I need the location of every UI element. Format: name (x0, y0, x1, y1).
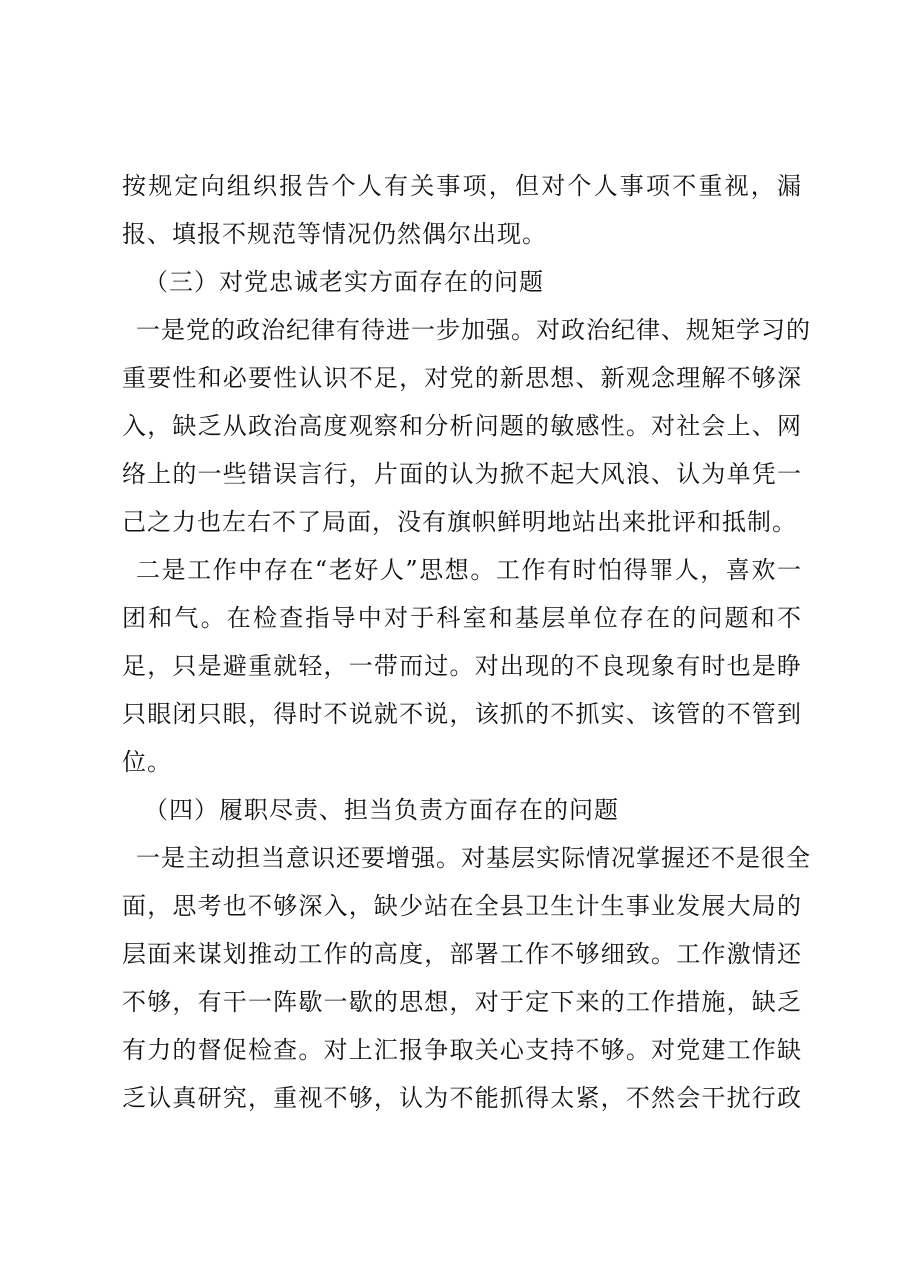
text-line: 团和气。在检查指导中对于科室和基层单位存在的问题和不 (122, 604, 802, 632)
text-line: 入，缺乏从政治高度观察和分析问题的敏感性。对社会上、网 (122, 412, 802, 440)
text-line: 按规定向组织报告个人有关事项，但对个人事项不重视，漏 (122, 172, 802, 200)
text-line: 己之力也左右不了局面，没有旗帜鲜明地站出来批评和抵制。 (122, 508, 797, 536)
text-line: 面，思考也不够深入，缺少站在全县卫生计生事业发展大局的 (122, 892, 802, 920)
text-line: 不够，有干一阵歇一歇的思想，对于定下来的工作措施，缺乏 (122, 988, 802, 1016)
text-line: 一是党的政治纪律有待进一步加强。对政治纪律、规矩学习的 (136, 316, 811, 344)
body-text (122, 162, 811, 1122)
text-line: 层面来谋划推动工作的高度，部署工作不够细致。工作激情还 (122, 940, 802, 968)
text-line: 位。 (122, 748, 172, 776)
text-line: 有力的督促检查。对上汇报争取关心支持不够。对党建工作缺 (122, 1036, 802, 1064)
text-line: 乏认真研究，重视不够，认为不能抓得太紧，不然会干扰行政 (122, 1084, 802, 1112)
text-line: 重要性和必要性认识不足，对党的新思想、新观念理解不够深 (122, 364, 802, 392)
section-heading-3: （三）对党忠诚老实方面存在的问题 (144, 268, 544, 296)
text-line: 报、填报不规范等情况仍然偶尔出现。 (122, 220, 547, 248)
text-line: 二是工作中存在“老好人”思想。工作有时怕得罪人，喜欢一 (136, 556, 802, 584)
text-line: 一是主动担当意识还要增强。对基层实际情况掌握还不是很全 (136, 844, 811, 872)
text-line: 足，只是避重就轻，一带而过。对出现的不良现象有时也是睁 (122, 652, 802, 680)
text-line: 络上的一些错误言行，片面的认为掀不起大风浪、认为单凭一 (122, 460, 802, 488)
section-heading-4: （四）履职尽责、担当负责方面存在的问题 (144, 796, 619, 824)
text-line: 只眼闭只眼，得时不说就不说，该抓的不抓实、该管的不管到 (122, 700, 802, 728)
